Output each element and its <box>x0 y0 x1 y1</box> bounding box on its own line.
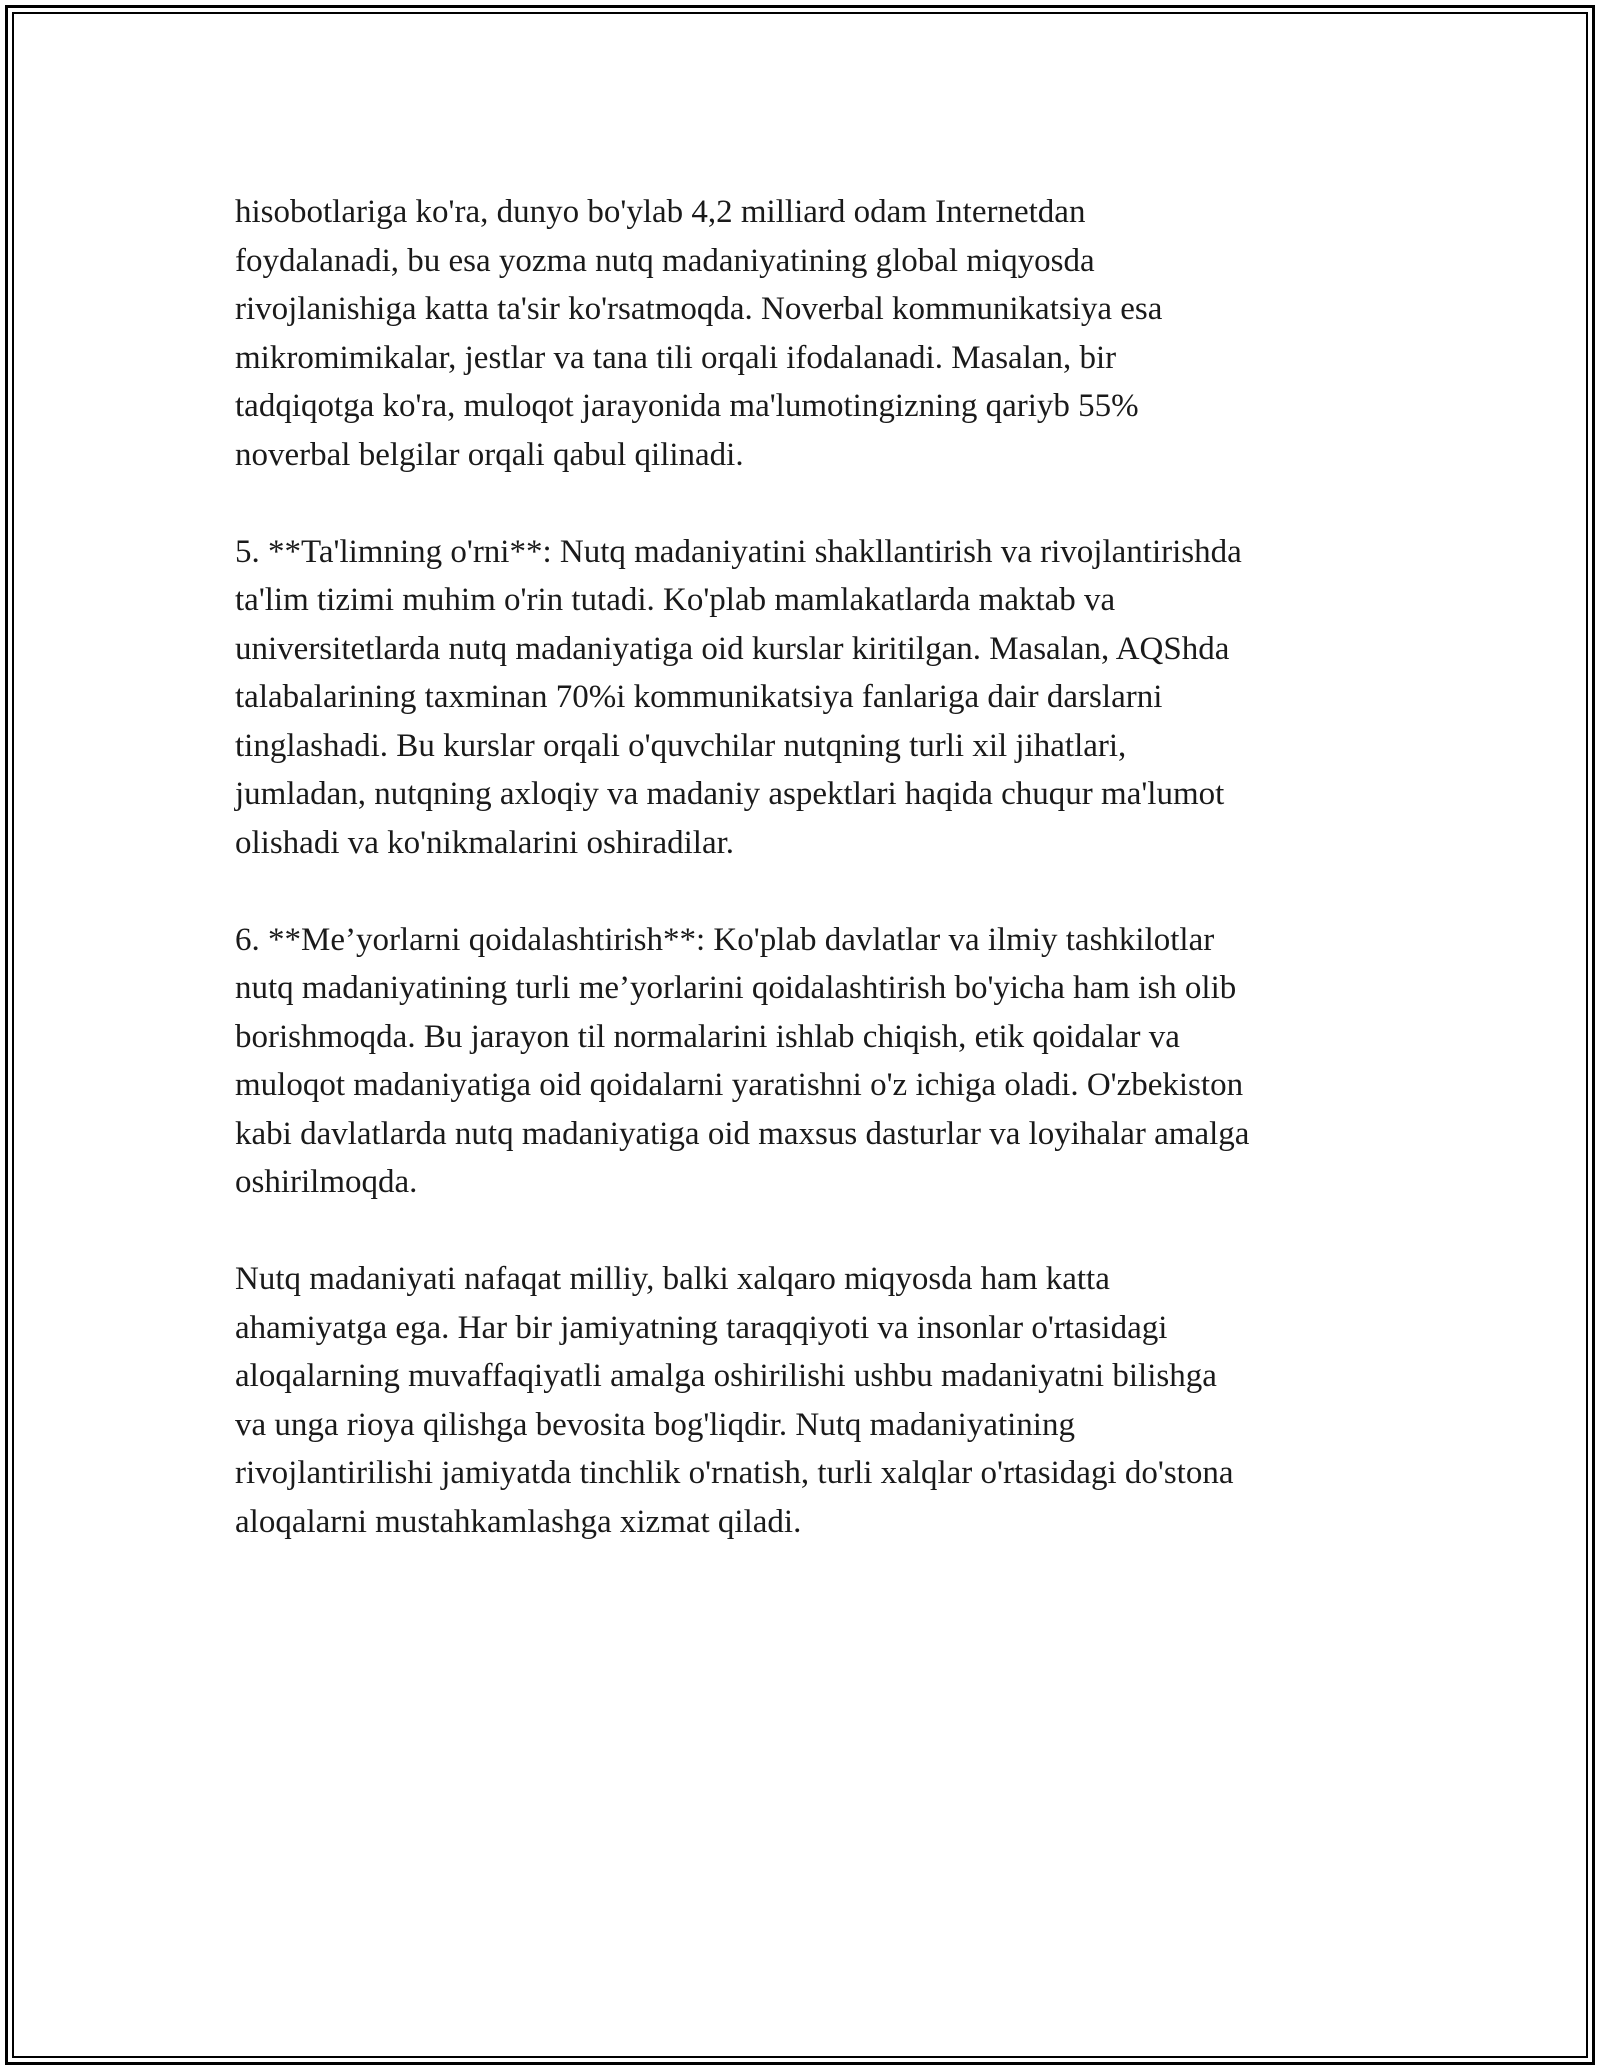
paragraph-education-role: 5. **Ta'limning o'rni**: Nutq madaniyatini shakllantirish va rivojlantirishda ta'lim tizimi muhim o'rin tutadi. Ko'plab mamlakatlarda maktab va universitetlarda nutq madaniyatiga oid kurslar kiritilgan. Masalan, AQShda talabalarining taxminan 70%i kommunikatsiya fanlariga dair darslarni tinglashadi. Bu kurslar orqali o'quvchilar nutqning turli xil jihatlari, jumladan, nutqning axloqiy va madaniy aspektlari haqida chuqur ma'lumot olishadi va ko'nikmalarini oshiradilar. <box>235 533 1242 861</box>
paragraph-conclusion: Nutq madaniyati nafaqat milliy, balki xalqaro miqyosda ham katta ahamiyatga ega. Har bir jamiyatning taraqqiyoti va insonlar o'rtasidagi aloqalarning muvaffaqiyatli amalga oshirilishi ushbu madaniyatni bilishga va unga rioya qilishga bevosita bog'liqdir. Nutq madaniyatining rivojlantirilishi jamiyatda tinchlik o'rnatish, turli xalqlar o'rtasidagi do'stona aloqalarni mustahkamlashga xizmat qiladi. <box>235 1261 1234 1540</box>
document-body <box>235 188 1380 1595</box>
paragraph-internet-usage: hisobotlariga ko'ra, dunyo bo'ylab 4,2 milliard odam Internetdan foydalanadi, bu esa yozma nutq madaniyatining global miqyosda rivojlanishiga katta ta'sir ko'rsatmoqda. Noverbal kommunikatsiya esa mikromimikalar, jestlar va tana tili orqali ifodalanadi. Masalan, bir tadqiqotga ko'ra, muloqot jarayonida ma'lumotingizning qariyb 55% noverbal belgilar orqali qabul qilinadi. <box>235 194 1163 473</box>
paragraph-norms-regulation: 6. **Me’yorlarni qoidalashtirish**: Ko'plab davlatlar va ilmiy tashkilotlar nutq madaniyatining turli me’yorlarini qoidalashtirish bo'yicha ham ish olib borishmoqda. Bu jarayon til normalarini ishlab chiqish, etik qoidalar va muloqot madaniyatiga oid qoidalarni yaratishni o'z ichiga oladi. O'zbekiston kabi davlatlarda nutq madaniyatiga oid maxsus dasturlar va loyihalar amalga oshirilmoqda. <box>235 921 1250 1200</box>
